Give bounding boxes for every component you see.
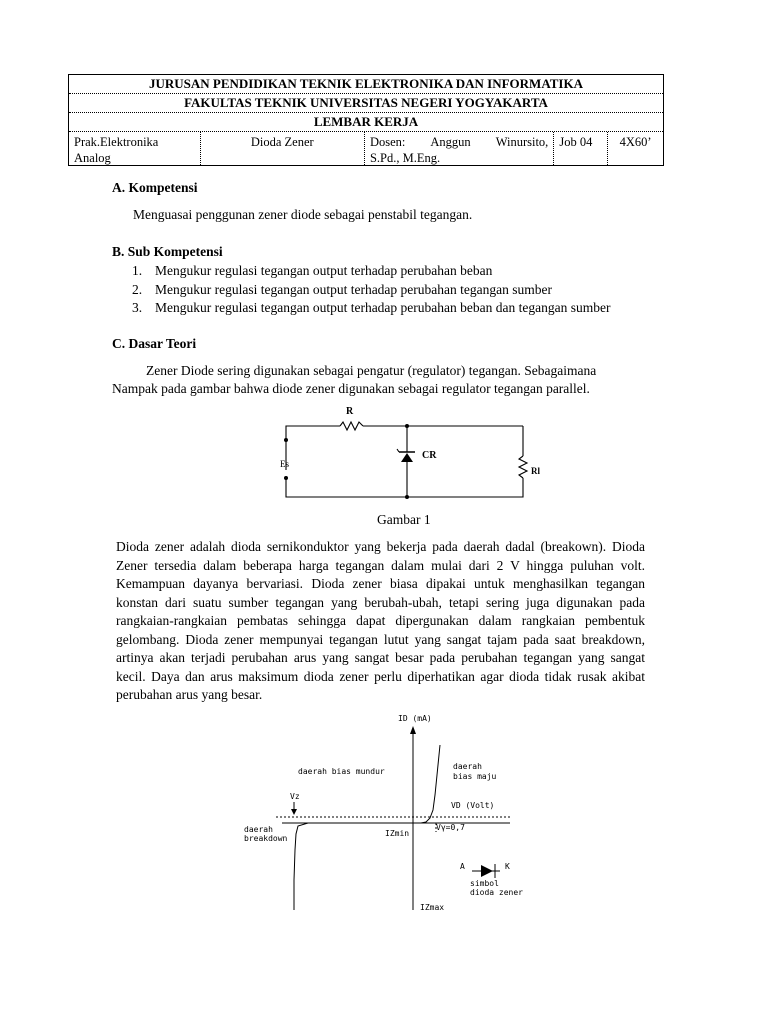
zener-diode-icon <box>401 453 413 462</box>
lecturer-label: Dosen: <box>369 135 406 149</box>
symbol-label-1: simbol <box>470 879 499 888</box>
lecturer-name-last: Winursito, <box>495 135 549 149</box>
faculty-title: FAKULTAS TEKNIK UNIVERSITAS NEGERI YOGYAKARTA <box>69 94 663 113</box>
section-a-title: A. Kompetensi <box>112 180 198 195</box>
symbol-label-2: dioda zener <box>470 888 523 897</box>
header-table <box>68 74 664 166</box>
vz-label: Vz <box>290 792 300 801</box>
lecturer-cell <box>365 132 554 165</box>
section-b-title: B. Sub Kompetensi <box>112 244 223 259</box>
reverse-region-label: daerah bias mundur <box>298 767 385 776</box>
zener-regulator-circuit <box>270 402 540 507</box>
circuit-wire-top-left <box>286 426 340 470</box>
label-cr: CR <box>422 450 437 461</box>
list-item: 1. Mengukur regulasi tegangan output terhadap perubahan beban <box>132 263 493 278</box>
course-line1: Prak.Elektronika <box>74 135 159 149</box>
department-title: JURUSAN PENDIDIKAN TEKNIK ELEKTRONIKA DAN INFORMATIKA <box>69 75 663 94</box>
izmax-label: IZmax <box>420 903 445 912</box>
zener-symbol-icon <box>481 865 493 877</box>
theory-intro-line2: Nampak pada gambar bahwa diode zener digunakan sebagai regulator tegangan parallel. <box>112 381 590 396</box>
course-line2: Analog <box>74 151 111 165</box>
breakdown-label-1: daerah <box>244 825 273 834</box>
label-rl: Rl <box>531 466 540 476</box>
y-axis-label: ID (mA) <box>398 714 432 723</box>
resistor-rl <box>519 456 527 478</box>
forward-curve <box>421 745 440 823</box>
course-cell <box>69 132 201 165</box>
label-r: R <box>346 406 354 417</box>
figure-caption: Gambar 1 <box>377 512 431 527</box>
lecturer-name-first: Anggun <box>430 135 471 149</box>
section-a-text: Menguasai penggunan zener diode sebagai penstabil tegangan. <box>133 207 473 222</box>
list-item: 3. Mengukur regulasi tegangan output terhadap perubahan beban dan tegangan sumber <box>132 300 611 315</box>
izmin-label: IZmin <box>385 829 410 838</box>
theory-body: Dioda zener adalah dioda sernikonduktor yang bekerja pada daerah dadal (breakown). Dioda Zener tersedia dalam beberapa harga tegangan dalam mulai dari 2 V hingga puluhan volt. Kemampuan dayanya bervariasi. Dioda zener biasa dipakai untuk menghasilkan tegangan konstan dari suatu sumber tegangan yang berubah-ubah, tetapi sering juga digunakan pada rangkaian-rangkaian pembatas sehingga dapat dipergunakan dalam rangkaian pembentuk gelombang. Dioda zener mempunyai tegangan lutut yang sangat tajam pada saat breakdown, artinya akan terjadi perubahan arus yang sangat besar pada perubahan tegangan yang sangat kecil. Daya dan arus maksimum dioda zener perlu diperhatikan agar dioda tidak rusak akibat perubahan arus yang besar. <box>116 539 645 702</box>
worksheet-title: LEMBAR KERJA <box>69 113 663 132</box>
topic-cell: Dioda Zener <box>201 132 365 165</box>
label-es: Es <box>280 459 289 469</box>
cathode-label: K <box>505 862 510 871</box>
info-row <box>69 132 663 165</box>
vy-label: Vγ=0,7 <box>436 823 465 832</box>
y-axis-arrow <box>410 726 416 734</box>
anode-label: A <box>460 862 465 871</box>
lecturer-degree: S.Pd., M.Eng. <box>369 151 441 165</box>
sub-competency-list <box>132 262 610 318</box>
forward-region-label-2: bias maju <box>453 772 497 781</box>
job-cell: Job 04 <box>554 132 608 165</box>
resistor-r <box>340 422 363 430</box>
forward-region-label-1: daerah <box>453 762 482 771</box>
zener-iv-graph <box>238 710 534 920</box>
section-c-title: C. Dasar Teori <box>112 336 197 351</box>
theory-intro-line1: Zener Diode sering digunakan sebagai pengatur (regulator) tegangan. Sebagaimana <box>146 363 597 378</box>
duration-cell: 4X60’ <box>619 135 652 149</box>
x-axis-label: VD (Volt) <box>451 801 495 810</box>
list-item: 2. Mengukur regulasi tegangan output terhadap perubahan tegangan sumber <box>132 281 552 297</box>
breakdown-label-2: breakdown <box>244 834 288 843</box>
